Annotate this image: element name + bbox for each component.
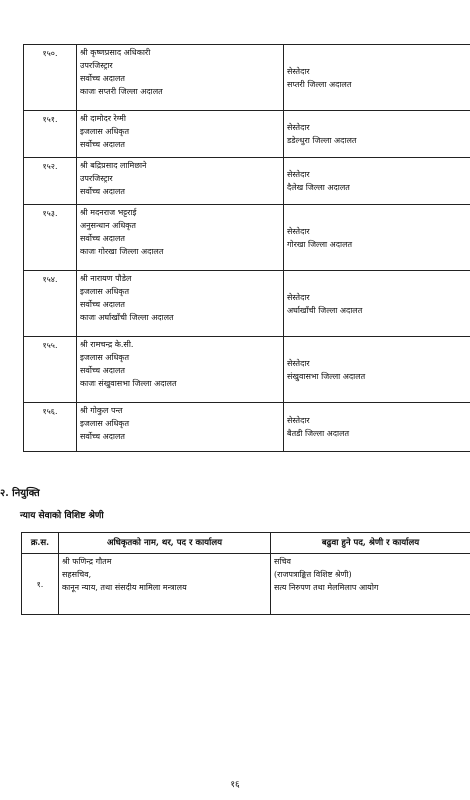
- officer-line: श्री नारायण पौडेल: [80, 274, 132, 283]
- promotion-line: सेस्तेदार: [287, 226, 310, 236]
- promotion-details: [284, 111, 470, 158]
- officer-details: [77, 205, 284, 271]
- serial-number: १५१.: [24, 111, 77, 158]
- officer-line: श्री कृष्णप्रसाद अधिकारी: [80, 48, 151, 57]
- promotion-line: दैलेख जिल्ला अदालत: [287, 183, 350, 192]
- promotion-line: बैतडी जिल्ला अदालत: [287, 429, 350, 438]
- promotion-line: सेस्तेदार: [287, 66, 310, 76]
- serial-number: १५२.: [24, 158, 77, 205]
- promotion-line: सप्तरी जिल्ला अदालत: [287, 79, 352, 89]
- promotion-line: सेस्तेदार: [287, 358, 310, 368]
- officer-details: [77, 403, 284, 452]
- serial-number: १५६.: [24, 403, 77, 452]
- appointment-table: [21, 532, 470, 615]
- serial-number: १५०.: [24, 45, 77, 111]
- promotion-line: डडेल्धुरा जिल्ला अदालत: [287, 136, 357, 145]
- officer-line: श्री रामचन्द्र के.सी.: [80, 340, 134, 349]
- table-row: [24, 337, 470, 403]
- officer-line: उपरजिस्ट्रार: [80, 61, 113, 70]
- officer-line: सर्वोच्च अदालत: [80, 74, 125, 83]
- header-serial: क्र.स.: [22, 533, 59, 554]
- officer-line: श्री गोकुल पन्त: [80, 406, 123, 415]
- officer-line: सर्वोच्च अदालत: [80, 432, 125, 441]
- promotion-details: [271, 554, 470, 615]
- officer-line: श्री फणिन्द्र गौतम: [62, 557, 112, 566]
- serial-number: १.: [22, 554, 59, 615]
- header-promotion: बढुवा हुने पद, श्रेणी र कार्यालय: [271, 533, 470, 554]
- promotion-details: [284, 337, 470, 403]
- officer-details: [77, 271, 284, 337]
- section-subheading: न्याय सेवाको विशिष्ट श्रेणी: [20, 511, 104, 521]
- promotion-details: [284, 158, 470, 205]
- officer-line: इजलास अधिकृत: [80, 353, 130, 362]
- promotion-line: सत्य निरुपण तथा मेलमिलाप आयोग: [274, 583, 379, 592]
- table-header-row: [22, 533, 470, 554]
- officer-line: काजः सप्तरी जिल्ला अदालत: [80, 87, 163, 96]
- officer-details: [77, 45, 284, 111]
- promotion-line: सेस्तेदार: [287, 170, 310, 179]
- serial-number: १५५.: [24, 337, 77, 403]
- officer-line: इजलास अधिकृत: [80, 287, 130, 296]
- header-officer: अधिकृतको नाम, थर, पद र कार्यालय: [59, 533, 271, 554]
- section-heading: २. नियुक्ति: [0, 488, 40, 499]
- serial-number: १५४.: [24, 271, 77, 337]
- officer-line: सर्वोच्च अदालत: [80, 366, 125, 375]
- officer-details: [77, 337, 284, 403]
- table-row: [24, 158, 470, 205]
- officer-line: सर्वोच्च अदालत: [80, 187, 125, 196]
- promotion-line: सचिव: [274, 557, 292, 566]
- officer-line: सर्वोच्च अदालत: [80, 234, 125, 243]
- table-row: [24, 205, 470, 271]
- officer-line: सहसचिव,: [62, 570, 92, 579]
- promotion-line: सेस्तेदार: [287, 292, 310, 302]
- officer-details: [77, 158, 284, 205]
- table-row: [24, 111, 470, 158]
- page-number: १६: [230, 780, 240, 790]
- promotion-line: सेस्तेदार: [287, 123, 310, 132]
- table-row: [24, 403, 470, 452]
- officer-details: [77, 111, 284, 158]
- promotion-line: संखुवासभा जिल्ला अदालत: [287, 371, 366, 381]
- promotion-table-1: [23, 44, 470, 452]
- officer-line: सर्वोच्च अदालत: [80, 300, 125, 309]
- officer-details: [59, 554, 271, 615]
- officer-line: श्री मदनराज भट्टराई: [80, 208, 137, 217]
- promotion-line: (राजपत्राङ्कित विशिष्ट श्रेणी): [274, 570, 352, 579]
- officer-line: सर्वोच्च अदालत: [80, 140, 125, 149]
- officer-line: श्री बद्रिप्रसाद लामिछाने: [80, 161, 147, 170]
- officer-line: अनुसन्धान अधिकृत: [80, 221, 136, 230]
- table-row: [24, 271, 470, 337]
- officer-line: श्री दामोदर रेग्मी: [80, 114, 126, 123]
- promotion-line: अर्घाखाँची जिल्ला अदालत: [287, 305, 363, 315]
- promotion-line: गोरखा जिल्ला अदालत: [287, 239, 353, 249]
- table-row: [24, 45, 470, 111]
- promotion-details: [284, 205, 470, 271]
- table-row: [22, 554, 470, 615]
- promotion-details: [284, 45, 470, 111]
- officer-line: काजः संखुवासभा जिल्ला अदालत: [80, 379, 177, 388]
- promotion-details: [284, 403, 470, 452]
- serial-number: १५३.: [24, 205, 77, 271]
- promotion-details: [284, 271, 470, 337]
- officer-line: इजलास अधिकृत: [80, 419, 130, 428]
- officer-line: काजः अर्घाखाँची जिल्ला अदालत: [80, 313, 174, 322]
- officer-line: कानून न्याय, तथा संसदीय मामिला मन्त्रालय: [62, 583, 187, 592]
- officer-line: उपरजिस्ट्रार: [80, 174, 113, 183]
- officer-line: काजः गोरखा जिल्ला अदालत: [80, 247, 164, 256]
- officer-line: इजलास अधिकृत: [80, 127, 130, 136]
- promotion-line: सेस्तेदार: [287, 416, 310, 425]
